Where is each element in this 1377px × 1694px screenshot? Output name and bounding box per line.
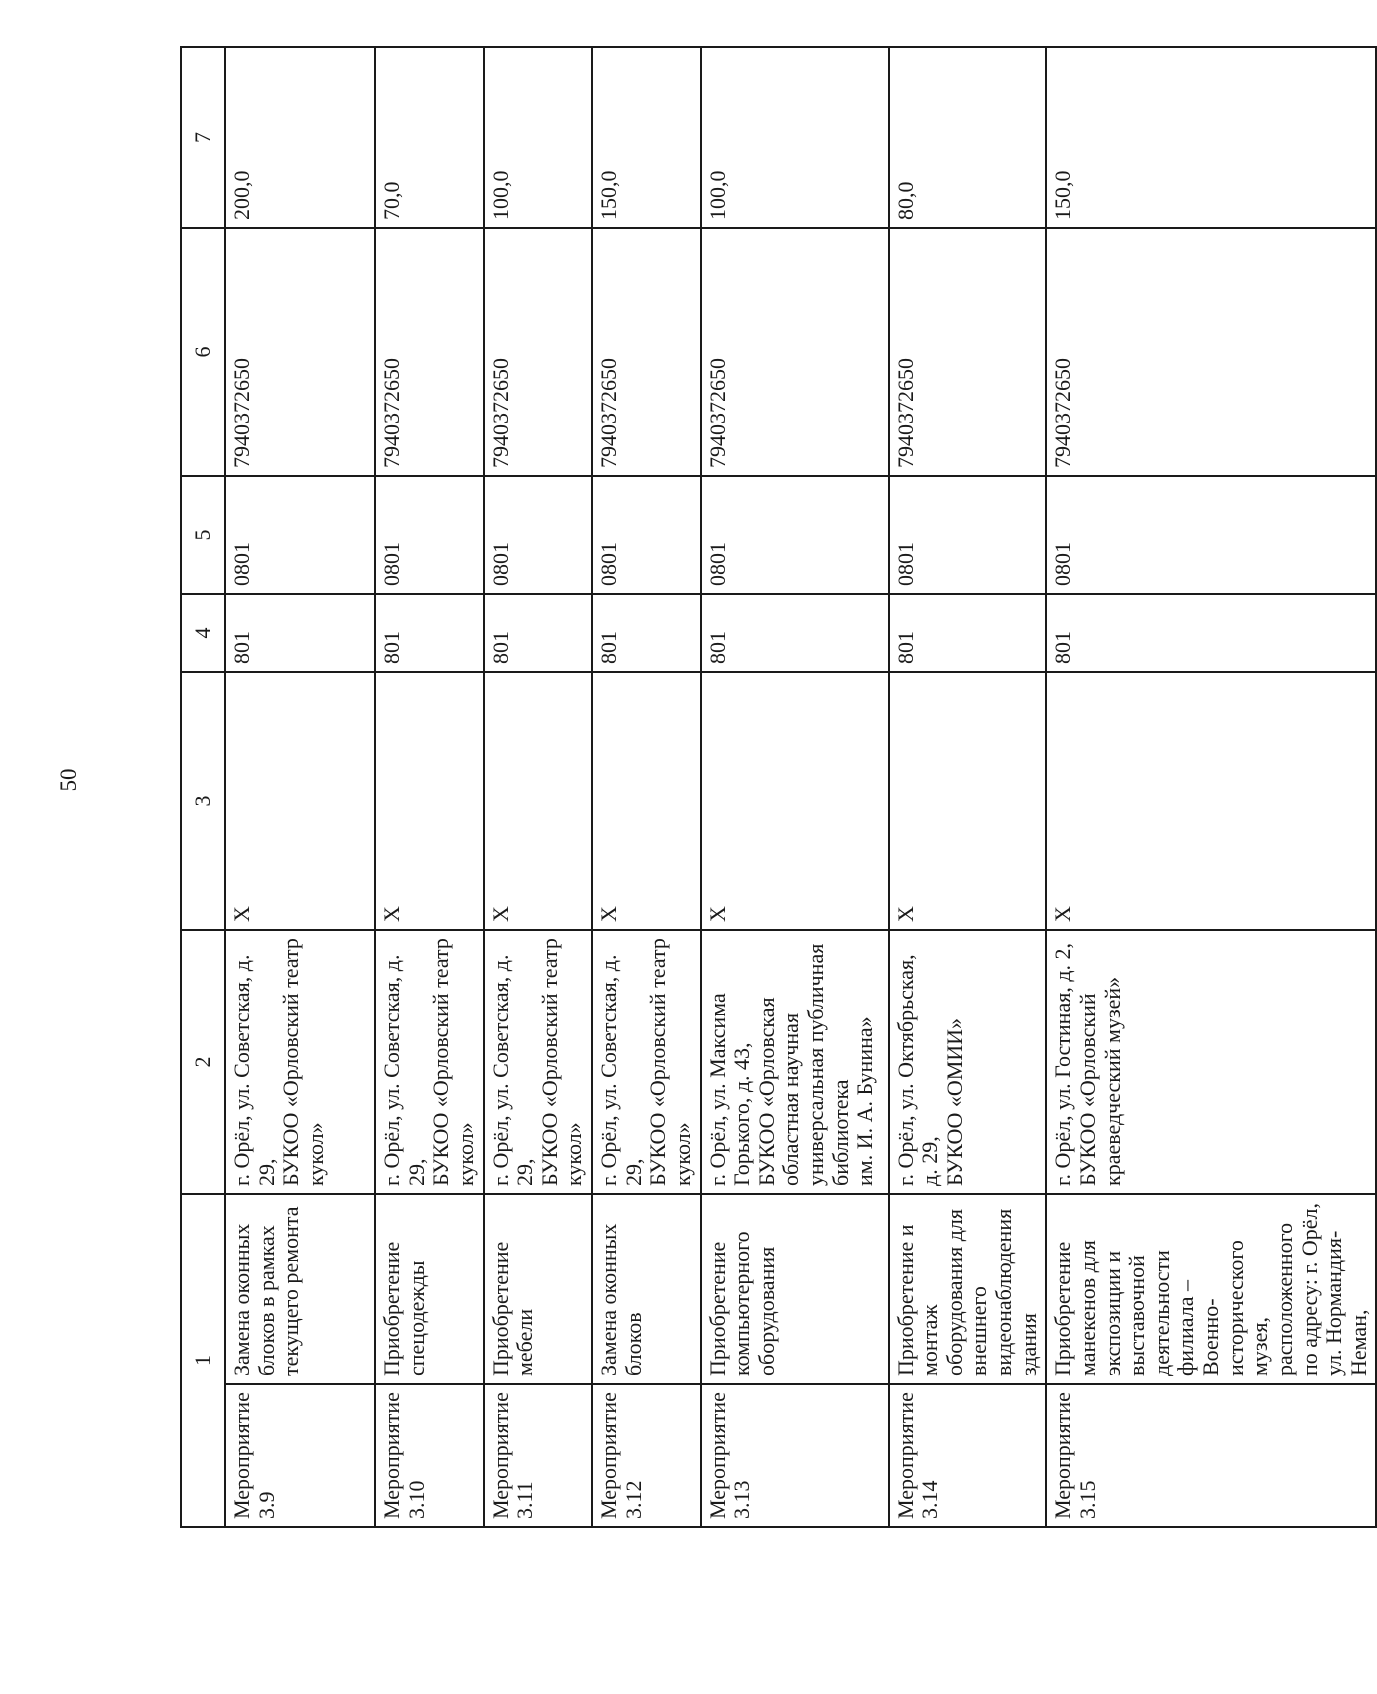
event-id: Мероприятие 3.14 — [889, 1384, 1047, 1527]
cell-col5: 0801 — [375, 476, 484, 594]
cell-col7: 100,0 — [484, 47, 593, 228]
event-id: Мероприятие 3.10 — [375, 1384, 484, 1527]
budget-table — [180, 46, 1377, 1528]
col-header-3: 3 — [181, 672, 225, 930]
cell-col4: 801 — [592, 594, 701, 672]
cell-col7: 80,0 — [889, 47, 1047, 228]
event-address: г. Орёл, ул. Советская, д. 29, БУКОО «Орловский театр кукол» — [592, 930, 701, 1194]
event-id: Мероприятие 3.15 — [1046, 1384, 1376, 1527]
cell-col6: 7940372650 — [225, 228, 375, 476]
event-description: Приобретение мебели — [484, 1194, 593, 1384]
cell-col5: 0801 — [701, 476, 889, 594]
table-row — [592, 47, 701, 1527]
event-description: Приобретение манекенов для экспозиции и выставочной деятельности филиала – Военно-исторического музея, расположенного по адресу: г. Орёл, ул. Нормандия-Неман, — [1046, 1194, 1376, 1384]
cell-col3: Х — [484, 672, 593, 930]
cell-col5: 0801 — [1046, 476, 1376, 594]
table-container — [180, 48, 1371, 1528]
event-description: Замена оконных блоков — [592, 1194, 701, 1384]
cell-col7: 200,0 — [225, 47, 375, 228]
event-description: Приобретение компьютерного оборудования — [701, 1194, 889, 1384]
event-address: г. Орёл, ул. Советская, д. 29, БУКОО «Орловский театр кукол» — [484, 930, 593, 1194]
table-row — [1046, 47, 1376, 1527]
cell-col3: Х — [225, 672, 375, 930]
col-header-6: 6 — [181, 228, 225, 476]
cell-col4: 801 — [701, 594, 889, 672]
page-number: 50 — [56, 768, 81, 792]
event-description: Приобретение спецодежды — [375, 1194, 484, 1384]
cell-col6: 7940372650 — [484, 228, 593, 476]
table-row — [375, 47, 484, 1527]
header-row — [181, 47, 225, 1527]
col-header-4: 4 — [181, 594, 225, 672]
table-row — [225, 47, 375, 1527]
event-address: г. Орёл, ул. Советская, д. 29, БУКОО «Орловский театр кукол» — [375, 930, 484, 1194]
table-row — [889, 47, 1047, 1527]
cell-col6: 7940372650 — [375, 228, 484, 476]
cell-col4: 801 — [889, 594, 1047, 672]
cell-col6: 7940372650 — [701, 228, 889, 476]
event-id: Мероприятие 3.11 — [484, 1384, 593, 1527]
cell-col7: 150,0 — [592, 47, 701, 228]
cell-col3: Х — [1046, 672, 1376, 930]
cell-col7: 70,0 — [375, 47, 484, 228]
table-row — [701, 47, 889, 1527]
event-description: Приобретение и монтаж оборудования для внешнего видеонаблюдения здания — [889, 1194, 1047, 1384]
event-address: г. Орёл, ул. Гостиная, д. 2, БУКОО «Орловский краеведческий музей» — [1046, 930, 1376, 1194]
cell-col7: 150,0 — [1046, 47, 1376, 228]
cell-col5: 0801 — [225, 476, 375, 594]
cell-col6: 7940372650 — [592, 228, 701, 476]
table-row — [484, 47, 593, 1527]
cell-col4: 801 — [1046, 594, 1376, 672]
cell-col5: 0801 — [484, 476, 593, 594]
col-header-2: 2 — [181, 930, 225, 1194]
cell-col5: 0801 — [592, 476, 701, 594]
event-address: г. Орёл, ул. Октябрьская, д. 29, БУКОО «ОМИИ» — [889, 930, 1047, 1194]
cell-col3: Х — [375, 672, 484, 930]
cell-col3: Х — [889, 672, 1047, 930]
col-header-5: 5 — [181, 476, 225, 594]
cell-col4: 801 — [484, 594, 593, 672]
cell-col6: 7940372650 — [889, 228, 1047, 476]
col-header-1: 1 — [181, 1194, 225, 1527]
cell-col6: 7940372650 — [1046, 228, 1376, 476]
cell-col3: Х — [592, 672, 701, 930]
event-id: Мероприятие 3.9 — [225, 1384, 375, 1527]
event-id: Мероприятие 3.12 — [592, 1384, 701, 1527]
col-header-7: 7 — [181, 47, 225, 228]
cell-col3: Х — [701, 672, 889, 930]
event-id: Мероприятие 3.13 — [701, 1384, 889, 1527]
event-address: г. Орёл, ул. Максима Горького, д. 43, БУКОО «Орловская областная научная универсальная публичная библиотека им. И. А. Бунина» — [701, 930, 889, 1194]
cell-col4: 801 — [225, 594, 375, 672]
cell-col7: 100,0 — [701, 47, 889, 228]
cell-col5: 0801 — [889, 476, 1047, 594]
event-address: г. Орёл, ул. Советская, д. 29, БУКОО «Орловский театр кукол» — [225, 930, 375, 1194]
event-description: Замена оконных блоков в рамках текущего ремонта — [225, 1194, 375, 1384]
cell-col4: 801 — [375, 594, 484, 672]
